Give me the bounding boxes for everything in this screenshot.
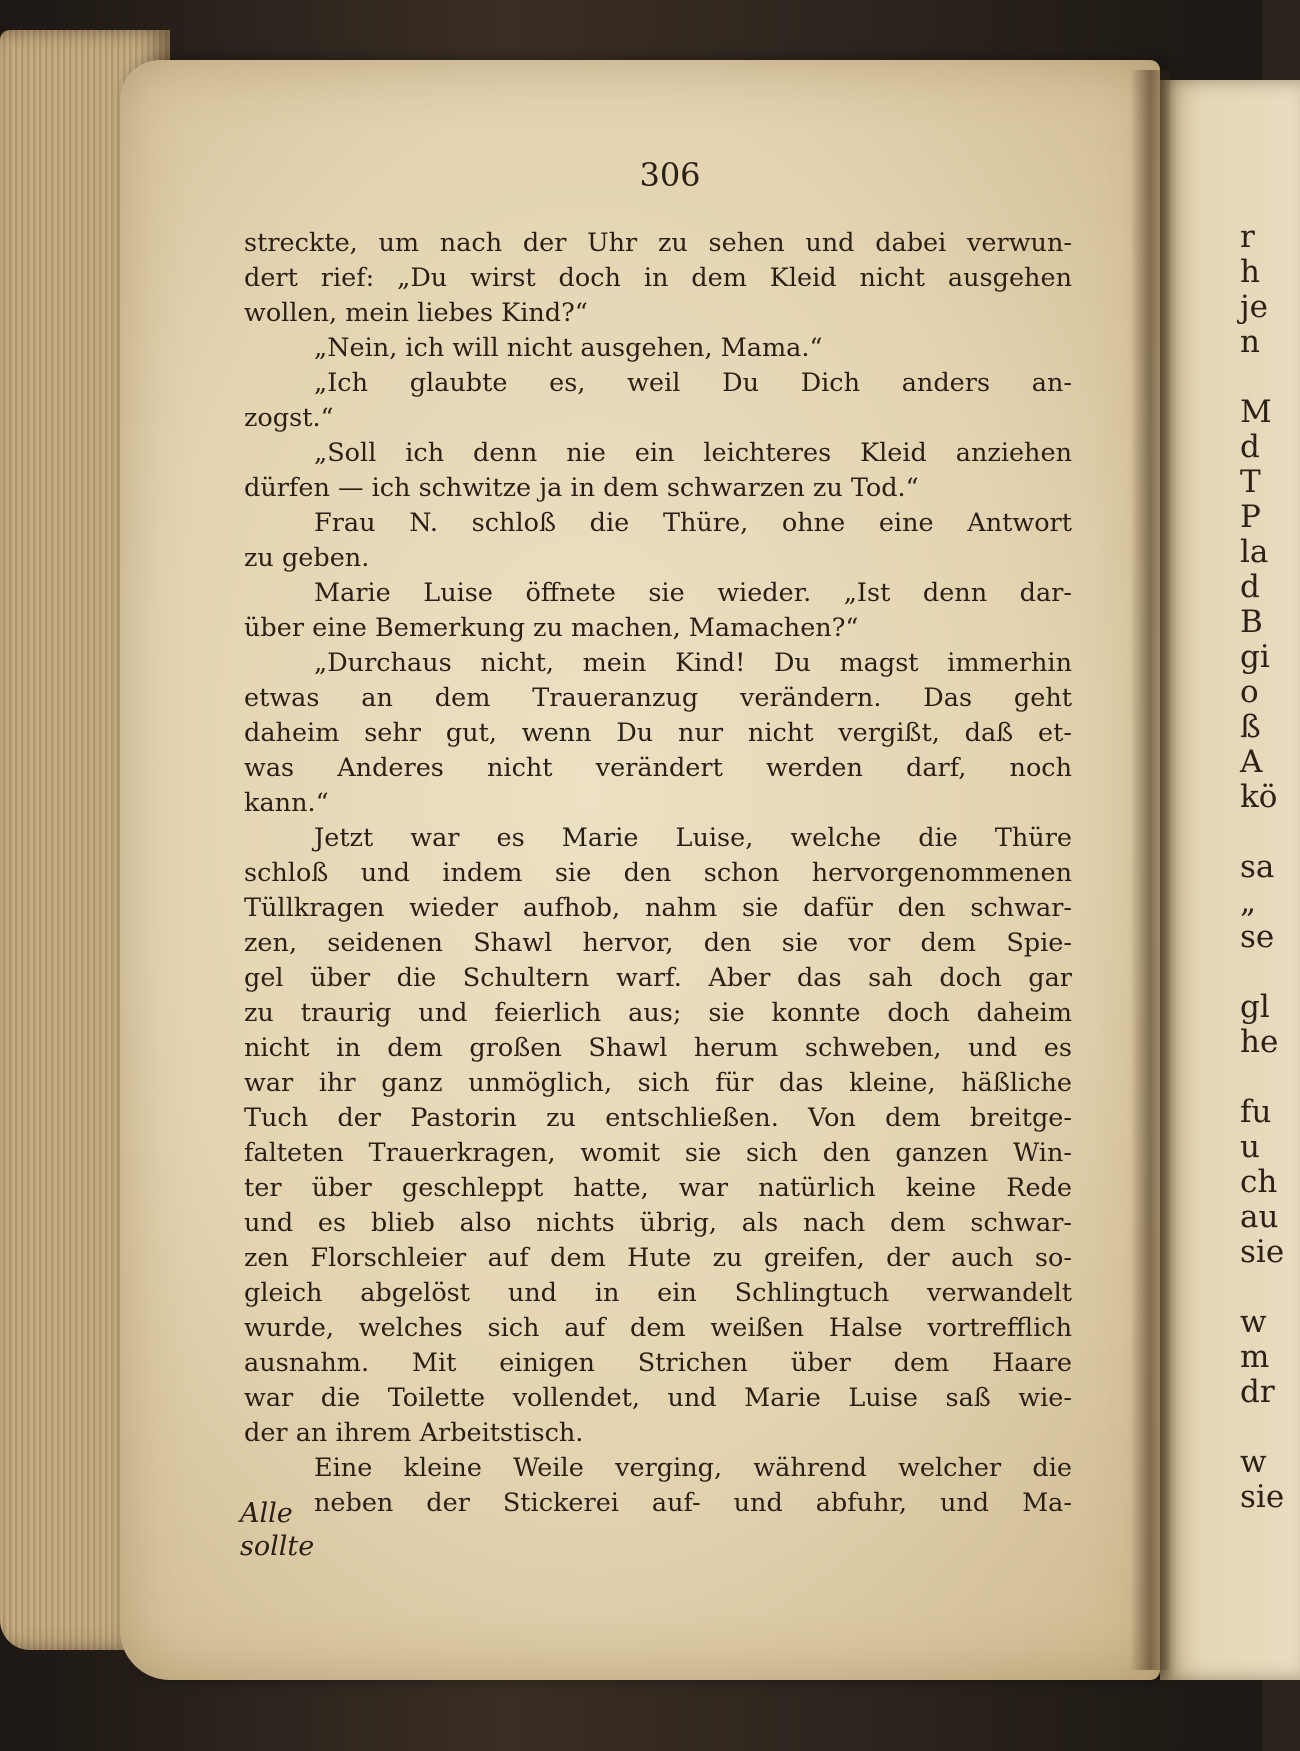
text-line: war ihr ganz unmöglich, sich für das kleine, häßliche xyxy=(244,1068,1072,1098)
text-line: ausnahm. Mit einigen Strichen über dem Haare xyxy=(244,1348,1072,1378)
text-line: Eine kleine Weile verging, während welcher die xyxy=(314,1453,1072,1483)
page-text-body xyxy=(244,226,1072,1521)
text-line: etwas an dem Traueranzug verändern. Das geht xyxy=(244,683,1072,713)
text-line: Tuch der Pastorin zu entschließen. Von dem breitge- xyxy=(244,1103,1072,1133)
page-gutter xyxy=(1130,70,1170,1670)
text-line: neben der Stickerei auf- und abfuhr, und Ma- xyxy=(314,1488,1072,1518)
text-line: Frau N. schloß die Thüre, ohne eine Antwort xyxy=(314,508,1072,538)
text-line: gleich abgelöst und in ein Schlingtuch verwandelt xyxy=(244,1278,1072,1308)
text-line: war die Toilette vollendet, und Marie Luise saß wie- xyxy=(244,1383,1072,1413)
text-line: „Soll ich denn nie ein leichteres Kleid anziehen xyxy=(314,438,1072,468)
text-line: zen, seidenen Shawl hervor, den sie vor dem Spie- xyxy=(244,928,1072,958)
text-line: falteten Trauerkragen, womit sie sich den ganzen Win- xyxy=(244,1138,1072,1168)
text-line: dürfen — ich schwitze ja in dem schwarzen zu Tod.“ xyxy=(244,473,919,503)
text-line: „Nein, ich will nicht ausgehen, Mama.“ xyxy=(314,333,823,363)
text-line: „Ich glaubte es, weil Du Dich anders an- xyxy=(314,368,1072,398)
text-line: zu geben. xyxy=(244,543,370,573)
next-page-text-fragments: r h je n M d T P la d B gi o ß A kö sa „ se gl he fu u ch au sie w m dr w sie xyxy=(1240,219,1285,1515)
text-line: zu traurig und feierlich aus; sie konnte doch daheim xyxy=(244,998,1072,1028)
text-line: gel über die Schultern warf. Aber das sah doch gar xyxy=(244,963,1072,993)
text-line: über eine Bemerkung zu machen, Mamachen?“ xyxy=(244,613,859,643)
margin-note xyxy=(240,1497,314,1563)
text-line: wurde, welches sich auf dem weißen Halse vortrefflich xyxy=(244,1313,1072,1343)
text-line: was Anderes nicht verändert werden darf, noch xyxy=(244,753,1072,783)
text-line: schloß und indem sie den schon hervorgenommenen xyxy=(244,858,1072,888)
text-line: zogst.“ xyxy=(244,403,334,433)
text-line: „Durchaus nicht, mein Kind! Du magst immerhin xyxy=(314,648,1072,678)
text-line: streckte, um nach der Uhr zu sehen und dabei verwun- xyxy=(244,228,1072,258)
text-line: ter über geschleppt hatte, war natürlich keine Rede xyxy=(244,1173,1072,1203)
text-line: Tüllkragen wieder aufhob, nahm sie dafür den schwar- xyxy=(244,893,1072,923)
text-line: und es blieb also nichts übrig, als nach dem schwar- xyxy=(244,1208,1072,1238)
text-line: der an ihrem Arbeitstisch. xyxy=(244,1418,584,1448)
text-line: Marie Luise öffnete sie wieder. „Ist denn dar- xyxy=(314,578,1072,608)
text-line: daheim sehr gut, wenn Du nur nicht vergißt, daß et- xyxy=(244,718,1072,748)
text-line: kann.“ xyxy=(244,788,329,818)
text-line: zen Florschleier auf dem Hute zu greifen, der auch so- xyxy=(244,1243,1072,1273)
text-line: dert rief: „Du wirst doch in dem Kleid nicht ausgehen xyxy=(244,263,1072,293)
text-line: nicht in dem großen Shawl herum schweben, und es xyxy=(244,1033,1072,1063)
page-number: 306 xyxy=(639,156,701,194)
margin-note-line: sollte xyxy=(240,1531,315,1562)
margin-note-line: Alle xyxy=(240,1498,293,1529)
text-line: Jetzt war es Marie Luise, welche die Thüre xyxy=(314,823,1072,853)
text-line: wollen, mein liebes Kind?“ xyxy=(244,298,588,328)
